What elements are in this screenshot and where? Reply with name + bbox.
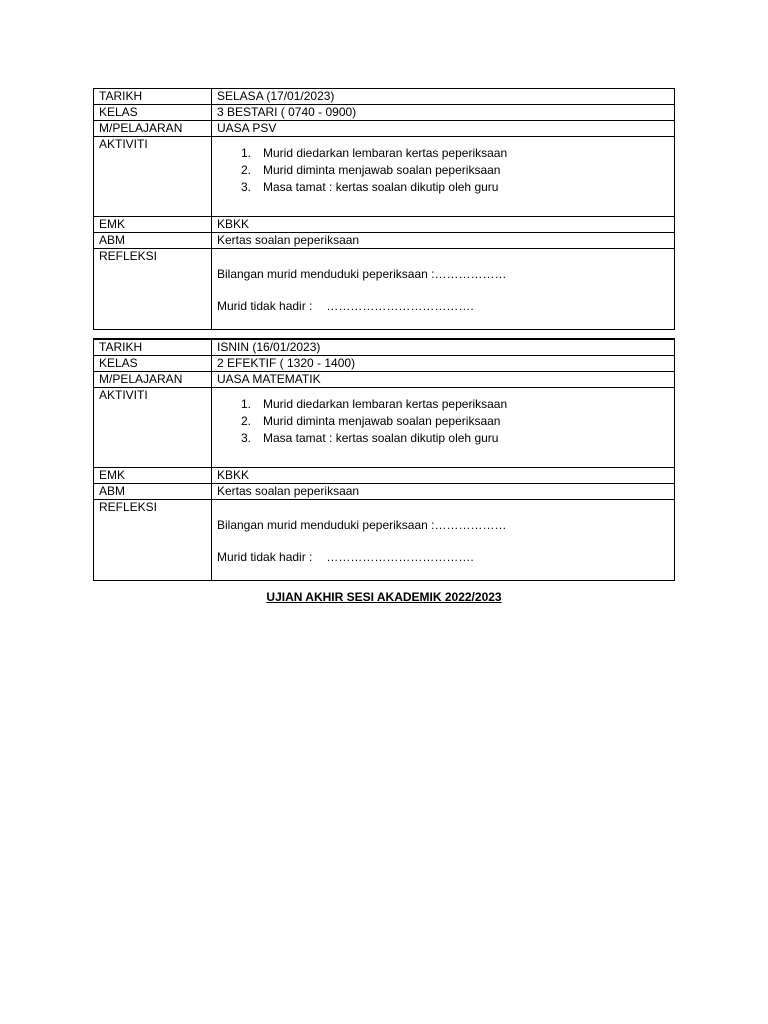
refleksi-absent-line: [217, 549, 669, 566]
row-aktiviti: [94, 388, 675, 468]
row-tarikh: [94, 339, 675, 356]
row-tarikh: [94, 89, 675, 105]
list-item: [241, 430, 669, 447]
tarikh-value: SELASA (17/01/2023): [212, 89, 675, 105]
list-item: [241, 413, 669, 430]
row-kelas: [94, 356, 675, 372]
list-item-text: Masa tamat : kertas soalan dikutip oleh guru: [263, 431, 499, 445]
row-refleksi: [94, 500, 675, 581]
mapel-label: M/PELAJARAN: [94, 372, 212, 388]
aktiviti-value: [212, 137, 675, 217]
refleksi-label: REFLEKSI: [94, 500, 212, 581]
aktiviti-list: [217, 396, 669, 447]
document-footer-title: UJIAN AKHIR SESI AKADEMIK 2022/2023: [266, 590, 502, 604]
list-item-text: Murid diminta menjawab soalan peperiksaan: [263, 163, 501, 177]
row-kelas: [94, 105, 675, 121]
list-item: [241, 396, 669, 413]
refleksi-value: [212, 500, 675, 581]
list-item-text: Murid diminta menjawab soalan peperiksaan: [263, 414, 501, 428]
row-refleksi: [94, 249, 675, 330]
row-abm: [94, 484, 675, 500]
mapel-label: M/PELAJARAN: [94, 121, 212, 137]
row-mapel: [94, 372, 675, 388]
abm-label: ABM: [94, 233, 212, 249]
list-item: [241, 145, 669, 162]
kelas-value: 3 BESTARI ( 0740 - 0900): [212, 105, 675, 121]
aktiviti-value: [212, 388, 675, 468]
abm-label: ABM: [94, 484, 212, 500]
refleksi-value: [212, 249, 675, 330]
mapel-value: UASA PSV: [212, 121, 675, 137]
emk-value: KBKK: [212, 468, 675, 484]
kelas-label: KELAS: [94, 356, 212, 372]
row-aktiviti: [94, 137, 675, 217]
list-item: [241, 179, 669, 196]
tarikh-label: TARIKH: [94, 89, 212, 105]
emk-label: EMK: [94, 468, 212, 484]
lesson-plan-table-1: [93, 88, 675, 330]
kelas-label: KELAS: [94, 105, 212, 121]
refleksi-label: REFLEKSI: [94, 249, 212, 330]
list-item: [241, 162, 669, 179]
row-emk: [94, 468, 675, 484]
lesson-plan-table-2: [93, 338, 675, 581]
list-item-number: 1.: [241, 146, 252, 160]
list-item-text: Murid diedarkan lembaran kertas peperiksaan: [263, 397, 508, 411]
abm-value: Kertas soalan peperiksaan: [212, 484, 675, 500]
aktiviti-label: AKTIVITI: [94, 137, 212, 217]
list-item-number: 2.: [241, 414, 252, 428]
list-item-number: 2.: [241, 163, 252, 177]
list-item-number: 3.: [241, 431, 252, 445]
refleksi-absent-label: Murid tidak hadir :: [217, 299, 313, 313]
emk-label: EMK: [94, 217, 212, 233]
list-item-text: Murid diedarkan lembaran kertas peperiksaan: [263, 146, 508, 160]
kelas-value: 2 EFEKTIF ( 1320 - 1400): [212, 356, 675, 372]
list-item-number: 3.: [241, 180, 252, 194]
list-item-number: 1.: [241, 397, 252, 411]
row-abm: [94, 233, 675, 249]
refleksi-absent-line: [217, 298, 669, 315]
refleksi-attendance-count: Bilangan murid menduduki peperiksaan :………………: [217, 518, 507, 532]
mapel-value: UASA MATEMATIK: [212, 372, 675, 388]
list-item-text: Masa tamat : kertas soalan dikutip oleh guru: [263, 180, 499, 194]
emk-value: KBKK: [212, 217, 675, 233]
tarikh-value: ISNIN (16/01/2023): [212, 339, 675, 356]
refleksi-absent-label: Murid tidak hadir :: [217, 550, 313, 564]
refleksi-attendance-count: Bilangan murid menduduki peperiksaan :………………: [217, 267, 507, 281]
tarikh-label: TARIKH: [94, 339, 212, 356]
row-emk: [94, 217, 675, 233]
refleksi-absent-dots: ……………………………….: [326, 550, 474, 564]
aktiviti-list: [217, 145, 669, 196]
aktiviti-label: AKTIVITI: [94, 388, 212, 468]
row-mapel: [94, 121, 675, 137]
abm-value: Kertas soalan peperiksaan: [212, 233, 675, 249]
refleksi-absent-dots: ……………………………….: [326, 299, 474, 313]
